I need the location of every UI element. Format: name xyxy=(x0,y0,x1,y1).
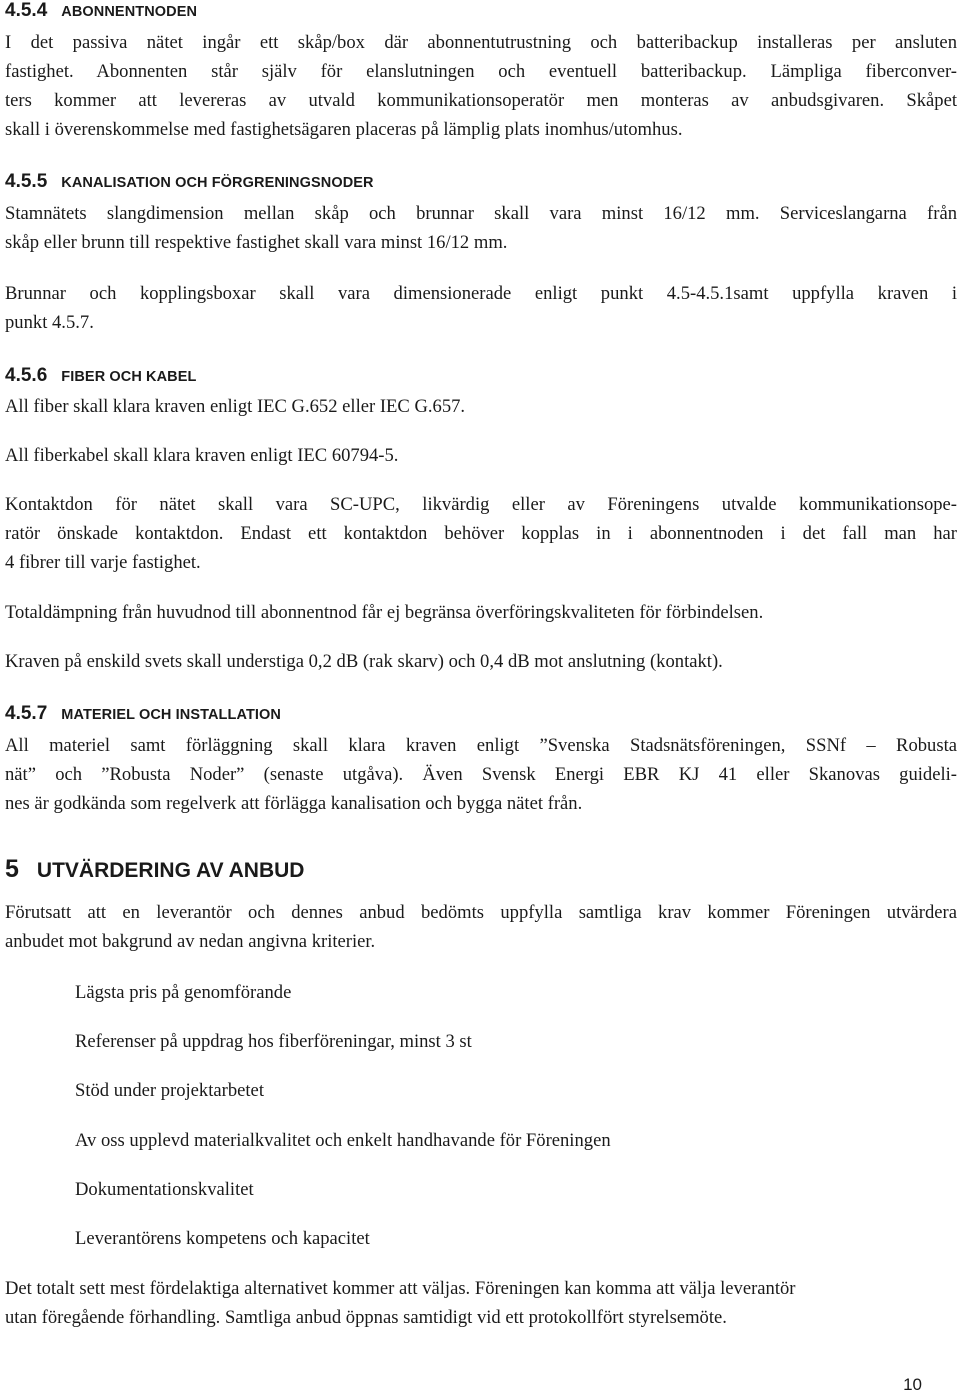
paragraph-line: ters kommer att levereras av utvald kommunikationsoperatör men monteras av anbudsgivaren. Skåpet xyxy=(5,90,957,111)
paragraph-line: Totaldämpning från huvudnod till abonnentnod får ej begränsa överföringskvaliteten för förbindelsen. xyxy=(5,602,764,623)
paragraph-line: Kraven på enskild svets skall understiga 0,2 dB (rak skarv) och 0,4 dB mot anslutning (kontakt). xyxy=(5,651,723,672)
criterion-item: Stöd under projektarbetet xyxy=(75,1080,264,1101)
paragraph-line: 4 fibrer till varje fastighet. xyxy=(5,552,201,573)
section-heading-4-5-7 xyxy=(5,703,281,725)
criterion-item: Lägsta pris på genomförande xyxy=(75,982,292,1003)
paragraph-line: nes är godkända som regelverk att förlägga kanalisation och bygga nätet från. xyxy=(5,793,583,814)
criterion-item: Leverantörens kompetens och kapacitet xyxy=(75,1228,370,1249)
section-title: FIBER OCH KABEL xyxy=(61,369,197,385)
chapter-heading-5 xyxy=(5,855,304,884)
paragraph-line: Kontaktdon för nätet skall vara SC-UPC, likvärdig eller av Föreningens utvalde kommunikationsope- xyxy=(5,494,957,515)
paragraph-line: ratör önskade kontaktdon. Endast ett kontaktdon behöver kopplas in i abonnentnoden i det fall man har xyxy=(5,523,957,544)
paragraph-line: Brunnar och kopplingsboxar skall vara dimensionerade enligt punkt 4.5-4.5.1samt uppfylla kraven i xyxy=(5,283,957,304)
paragraph-line: fastighet. Abonnenten står själv för elanslutningen och eventuell batteribackup. Lämpliga fiberconver- xyxy=(5,61,957,82)
paragraph-line: Förutsatt att en leverantör och dennes anbud bedömts uppfylla samtliga krav kommer Föreningen utvärdera xyxy=(5,902,957,923)
section-number: 4.5.5 xyxy=(5,171,48,192)
section-title: MATERIEL OCH INSTALLATION xyxy=(61,707,281,723)
section-heading-4-5-6 xyxy=(5,365,197,387)
section-number: 4.5.7 xyxy=(5,703,48,724)
criterion-item: Referenser på uppdrag hos fiberföreningar, minst 3 st xyxy=(75,1031,472,1052)
paragraph-line: All materiel samt förläggning skall klara kraven enligt ”Svenska Stadsnätsföreningen, SSNf – Robusta xyxy=(5,735,957,756)
paragraph-line: nät” och ”Robusta Noder” (senaste utgåva). Även Svensk Energi EBR KJ 41 eller Skanovas guideli- xyxy=(5,764,957,785)
section-heading-4-5-5 xyxy=(5,171,374,193)
paragraph-line: anbudet mot bakgrund av nedan angivna kriterier. xyxy=(5,931,376,952)
chapter-title: UTVÄRDERING AV ANBUD xyxy=(36,859,305,882)
criterion-item: Dokumentationskvalitet xyxy=(75,1179,254,1200)
section-title: ABONNENTNODEN xyxy=(61,4,198,20)
paragraph-line: punkt 4.5.7. xyxy=(5,312,94,333)
paragraph-line: All fiber skall klara kraven enligt IEC G.652 eller IEC G.657. xyxy=(5,396,466,417)
section-number: 4.5.4 xyxy=(5,0,48,21)
criterion-item: Av oss upplevd materialkvalitet och enkelt handhavande för Föreningen xyxy=(75,1130,611,1151)
paragraph-line: skåp eller brunn till respektive fastighet skall vara minst 16/12 mm. xyxy=(5,232,508,253)
section-title: KANALISATION OCH FÖRGRENINGSNODER xyxy=(61,175,374,191)
page-number: 10 xyxy=(903,1375,922,1394)
paragraph-line: Det totalt sett mest fördelaktiga alternativet kommer att väljas. Föreningen kan komma att välja leverantör xyxy=(5,1278,796,1299)
section-heading-4-5-4 xyxy=(5,0,197,22)
paragraph-line: All fiberkabel skall klara kraven enligt IEC 60794-5. xyxy=(5,445,399,466)
section-number: 4.5.6 xyxy=(5,365,48,386)
chapter-number: 5 xyxy=(5,855,19,883)
paragraph-line: Stamnätets slangdimension mellan skåp och brunnar skall vara minst 16/12 mm. Serviceslangarna från xyxy=(5,203,957,224)
paragraph-line: I det passiva nätet ingår ett skåp/box där abonnentutrustning och batteribackup installeras per ansluten xyxy=(5,32,957,53)
paragraph-line: skall i överenskommelse med fastighetsägaren placeras på lämplig plats inomhus/utomhus. xyxy=(5,119,683,140)
paragraph-line: utan föregående förhandling. Samtliga anbud öppnas samtidigt vid ett protokollfört styrelsemöte. xyxy=(5,1307,727,1328)
